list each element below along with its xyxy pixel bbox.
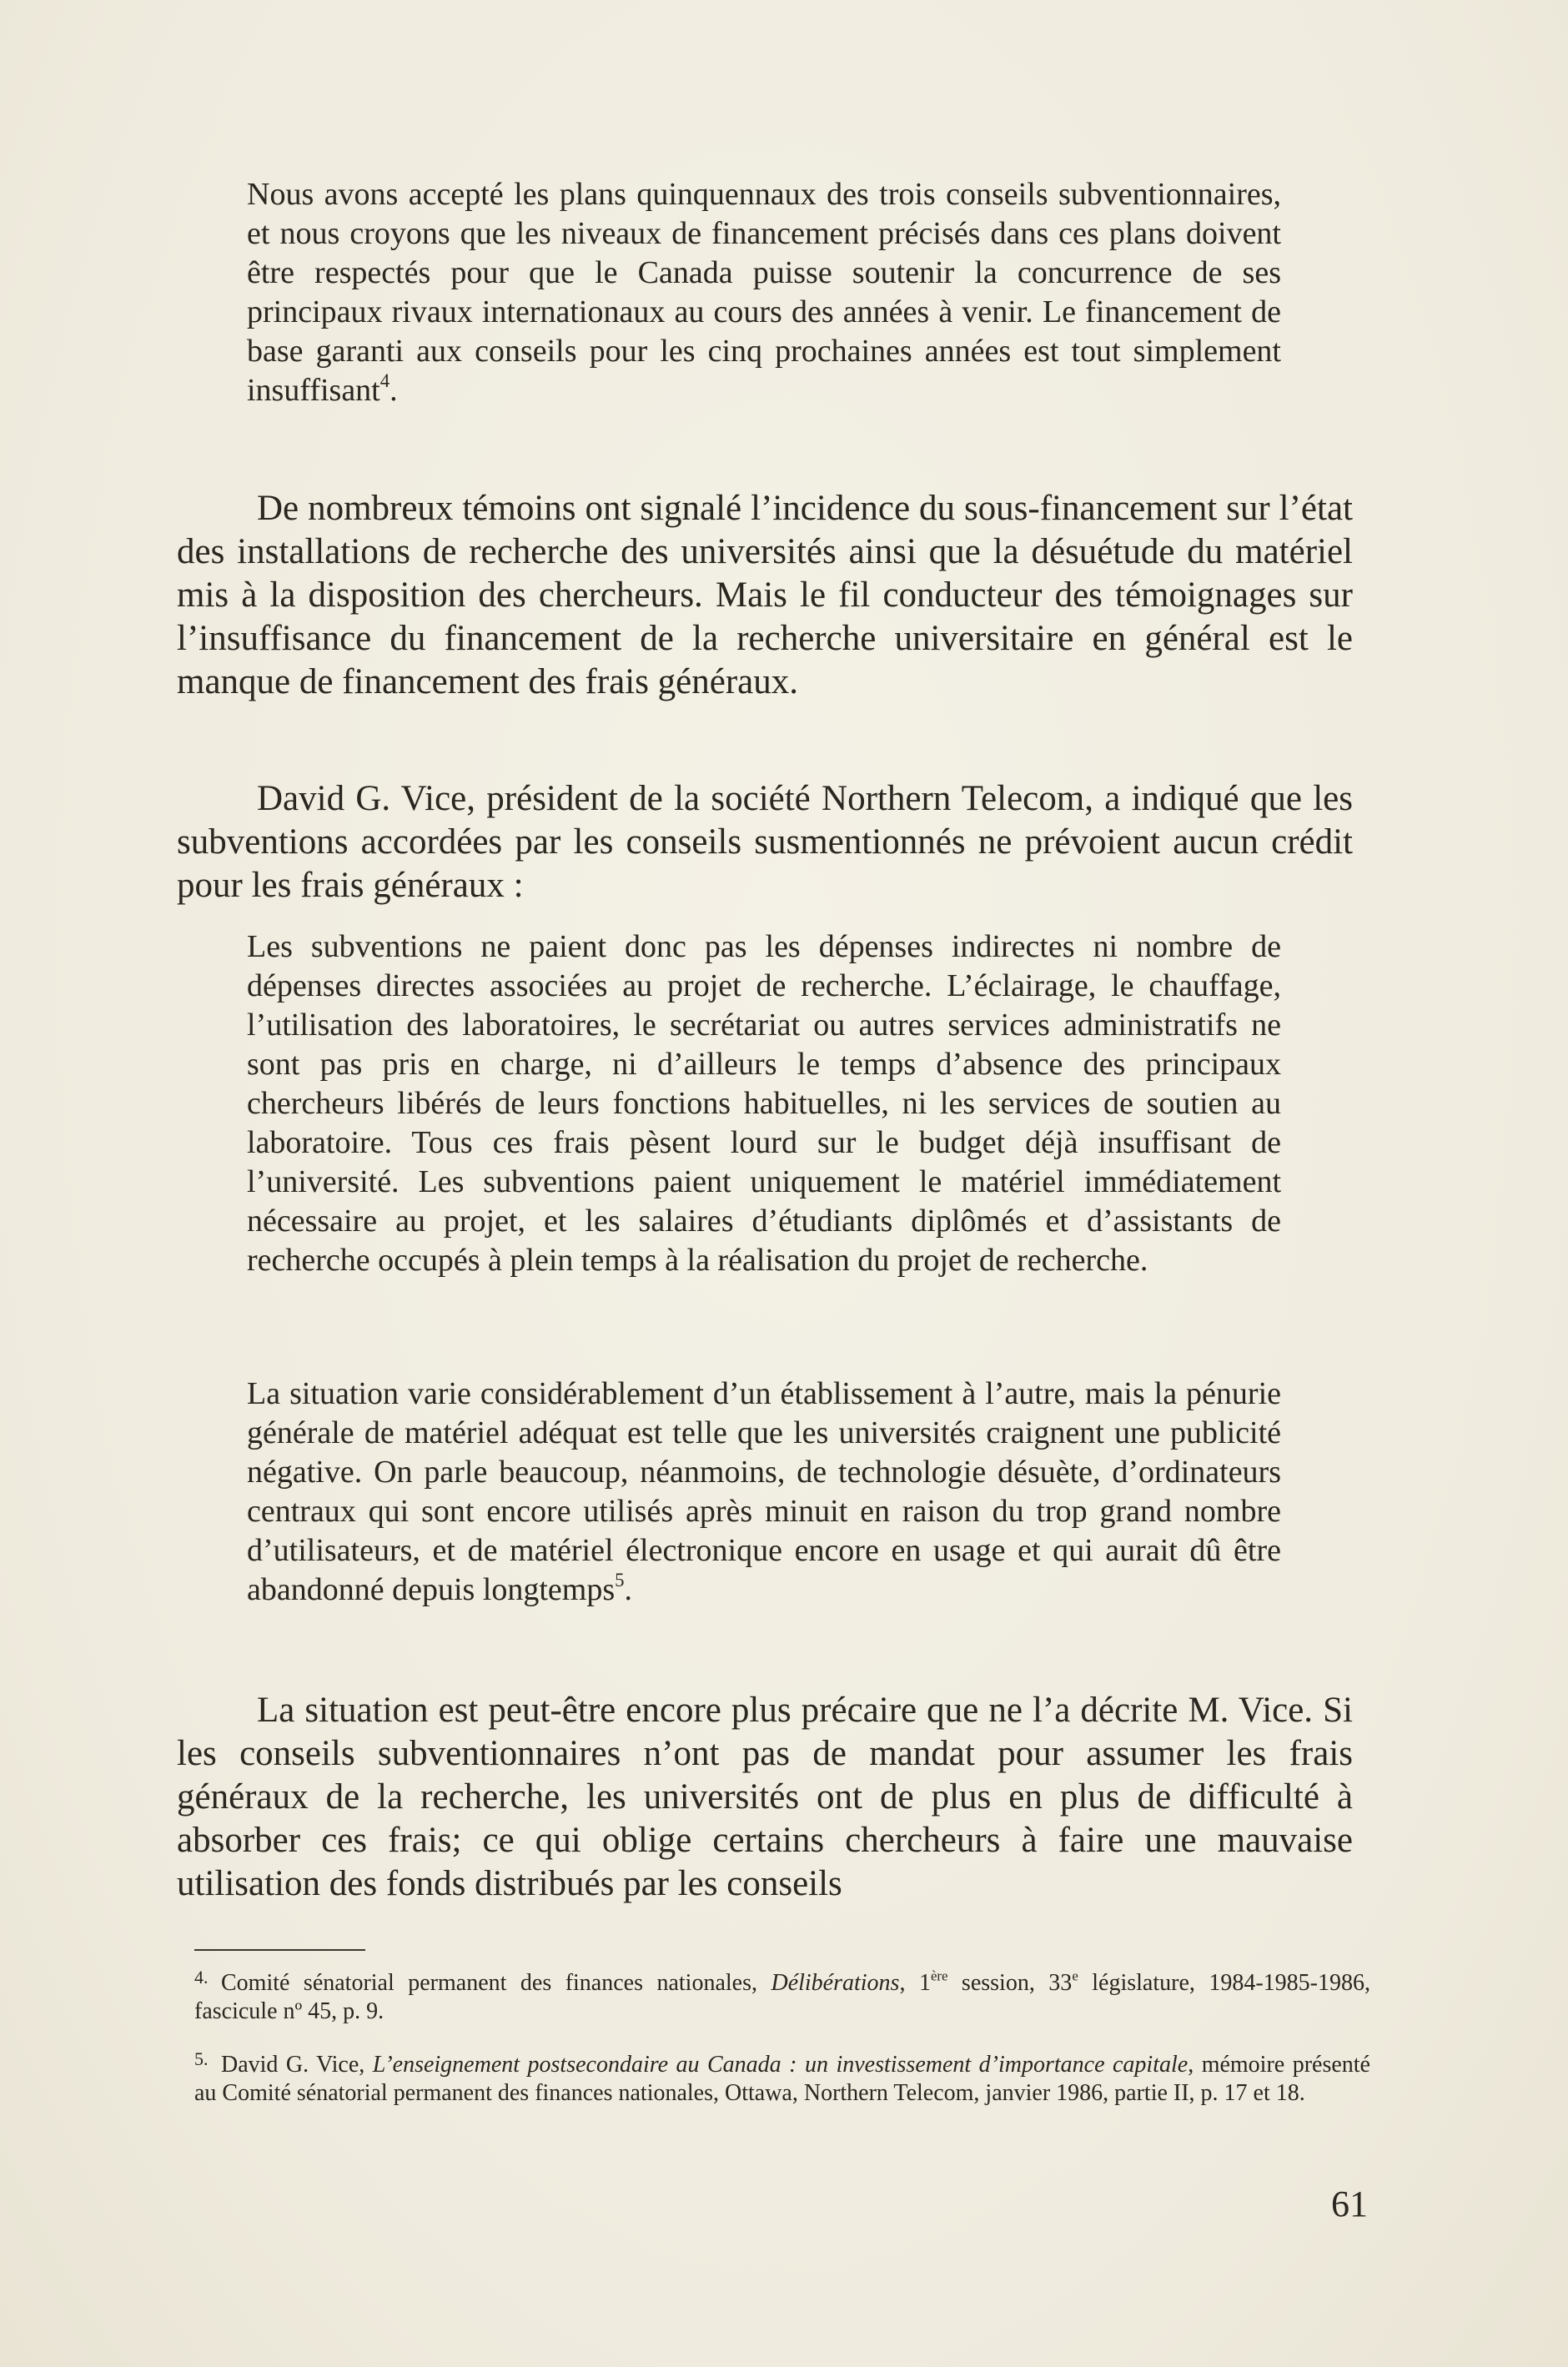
quote-text: Nous avons accepté les plans quinquennaux des trois conseils subventionnaires, et nous croyons que les niveaux de financement précisés dans ces plans doivent être respectés pour que le Canada puisse soutenir la concurrence de ses principaux rivaux internationaux au cours des années à venir. Le financement de base garanti aux conseils pour les cinq prochaines années est tout simplement insuffisant: [247, 177, 1281, 408]
footnote-separator: [194, 1949, 365, 1951]
footnote-ref-5[interactable]: 5: [615, 1570, 625, 1591]
footnote-ref-4[interactable]: 4: [379, 370, 390, 392]
paragraph-sous-financement: De nombreux témoins ont signalé l’incidence du sous-financement sur l’état des installations de recherche des universités ainsi que la désuétude du matériel mis à la disposition des chercheurs. Mais le fil conducteur des témoignages sur l’insuffisance du financement de la recherche universitaire en général est le manque de financement des frais généraux.: [177, 489, 1353, 701]
footnote-title: Délibérations: [771, 1970, 900, 1996]
quote-end-punctuation: .: [389, 373, 398, 408]
quote-end-punctuation: .: [624, 1572, 633, 1607]
page-number: 61: [1331, 2184, 1368, 2224]
quote-text: La situation varie considérablement d’un établissement à l’autre, mais la pénurie générale de matériel adéquat est telle que les universités craignent une publicité négative. On parle beaucoup, néanmoins, de technologie désuète, d’ordinateurs centraux qui sont encore utilisés après minuit en raison du trop grand nombre d’utilisateurs, et de matériel électronique encore en usage et qui aurait dû être abandonné depuis longtemps: [247, 1376, 1281, 1607]
footnote-title: L’enseignement postsecondaire au Canada : un investissement d’importance capitale: [372, 2052, 1189, 2078]
footnote-number: 4.: [194, 1967, 209, 1988]
footnote-5: 5. David G. Vice, L’enseignement postsecondaire au Canada : un investissement d’importance capitale, mémoire présenté au Comité sénatorial permanent des finances nationales, Ottawa, Northern Telecom, janvier 1986, partie II, p. 17 et 18.: [194, 2045, 1370, 2108]
block-quote-situation-varie: [247, 1374, 1281, 1610]
footnote-4: 4. Comité sénatorial permanent des finances nationales, Délibérations, 1ère session, 33e législature, 1984-1985-1986, fascicule nº 45, p. 9.: [194, 1963, 1370, 2026]
paragraph-david-vice-intro: David G. Vice, président de la société Northern Telecom, a indiqué que les subventions accordées par les conseils susmentionnés ne prévoient aucun crédit pour les frais généraux :: [177, 779, 1353, 905]
footnote-number: 5.: [194, 2048, 209, 2069]
block-quote-plans-quinquennaux: [247, 175, 1281, 410]
block-quote-subventions: Les subventions ne paient donc pas les dépenses indirectes ni nombre de dépenses directes associées au projet de recherche. L’éclairage, le chauffage, l’utilisation des laboratoires, le secrétariat ou autres services administratifs ne sont pas pris en charge, ni d’ailleurs le temps d’absence des principaux chercheurs libérés de leurs fonctions habituelles, ni les services de soutien au laboratoire. Tous ces frais pèsent lourd sur le budget déjà insuffisant de l’université. Les subventions paient uniquement le matériel immédiatement nécessaire au projet, et les salaires d’étudiants diplômés et d’assistants de recherche occupés à plein temps à la réalisation du projet de recherche.: [247, 929, 1281, 1278]
paragraph-situation-precaire: La situation est peut-être encore plus précaire que ne l’a décrite M. Vice. Si les conseils subventionnaires n’ont pas de mandat pour assumer les frais généraux de la recherche, les universités ont de plus en plus de difficulté à absorber ces frais; ce qui oblige certains chercheurs à faire une mauvaise utilisation des fonds distribués par les conseils: [177, 1691, 1353, 1903]
